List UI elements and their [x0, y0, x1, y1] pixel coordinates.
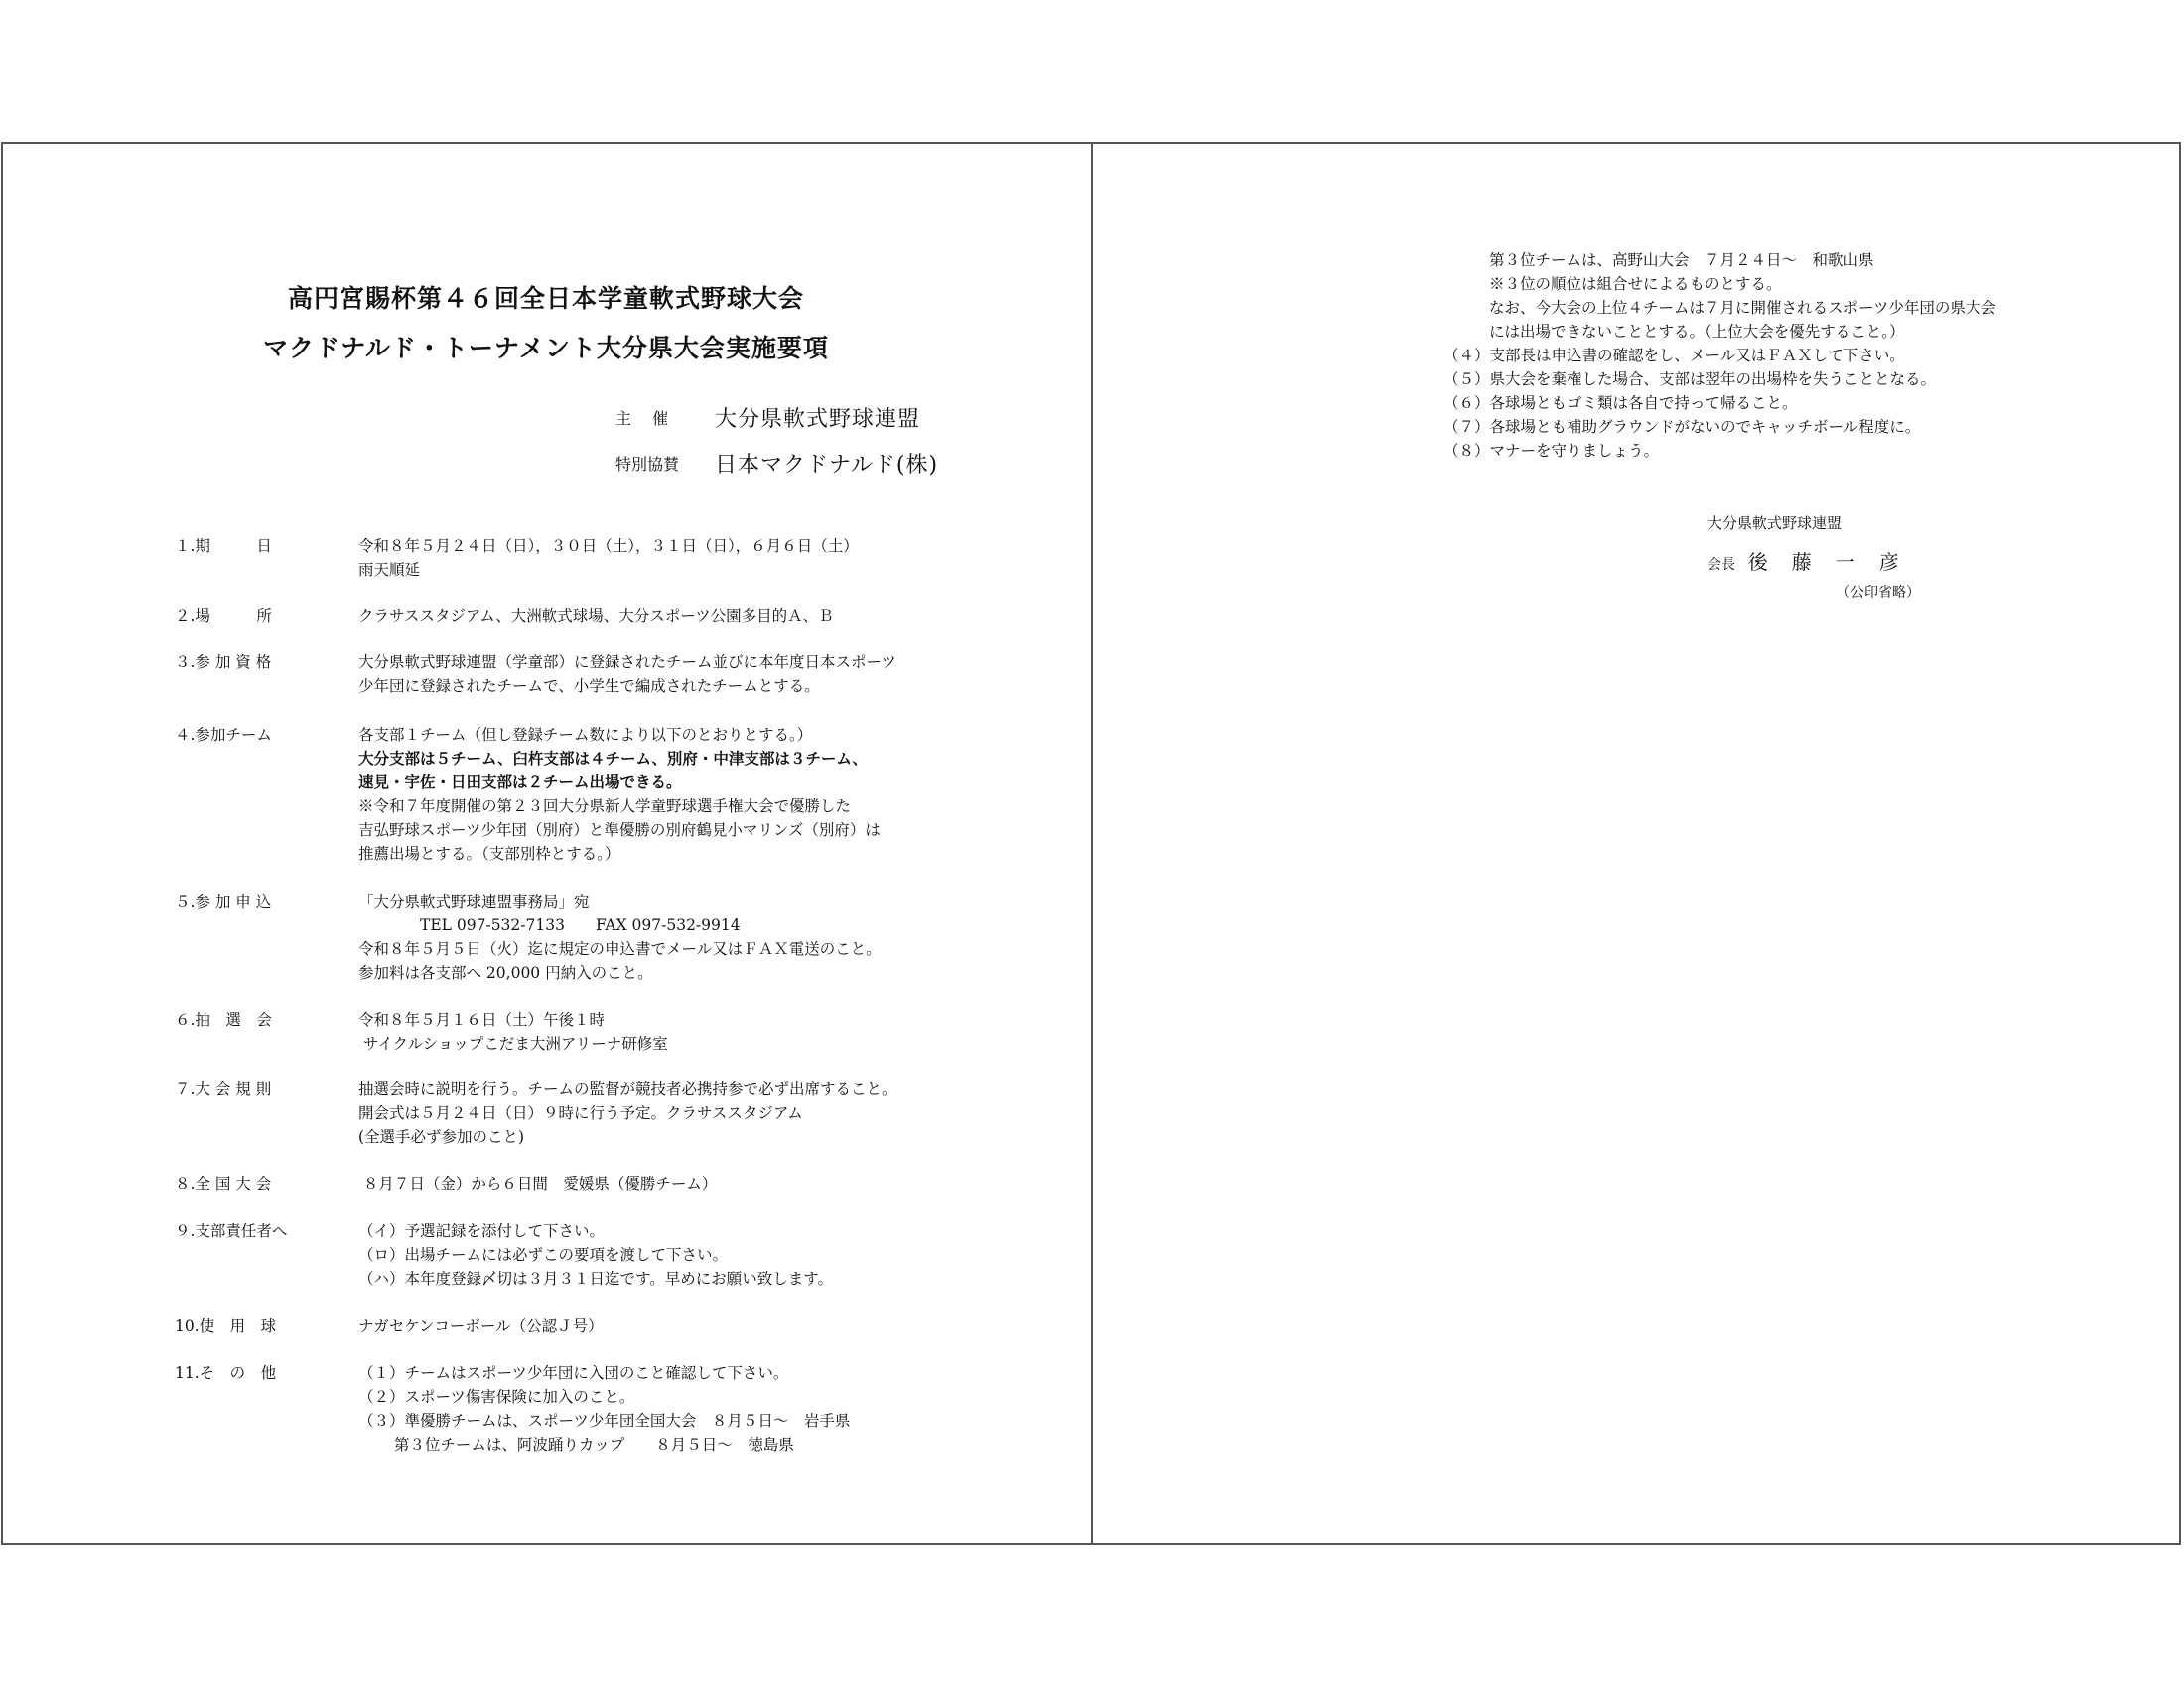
list-item: （６）各球場ともゴミ類は各自で持って帰ること。 — [1443, 394, 1798, 412]
right-page — [1092, 142, 2184, 1545]
item-line: 令和８年５月２４日（日），３０日（土），３１日（日），６月６日（土） — [358, 537, 859, 555]
item-line: クラサススタジアム、大洲軟式球場、大分スポーツ公園多目的Ａ、Ｂ — [358, 607, 834, 625]
item-line: （イ）予選記録を添付して下さい。 — [358, 1222, 606, 1240]
left-page — [0, 142, 1092, 1545]
item-body — [358, 723, 1033, 866]
item-body — [358, 1008, 1033, 1055]
signature-title: 会長 — [1707, 557, 1735, 573]
item-line: 第３位チームは、阿波踊りカップ ８月５日～ 徳島県 — [358, 1436, 794, 1454]
item-line: (全選手必ず参加のこと) — [358, 1128, 525, 1146]
item-line: ※令和７年度開催の第２３回大分県新人学童野球選手権大会で優勝した — [358, 797, 852, 815]
organizer-row — [615, 402, 920, 433]
note-line: には出場できないこととする。（上位大会を優先すること。） — [1489, 323, 1905, 341]
item-body — [358, 1314, 1033, 1337]
item-body — [358, 650, 1033, 698]
item-label: ８.全 国 大 会 — [175, 1175, 272, 1193]
sponsor-row — [615, 448, 938, 479]
note-line: ※３位の順位は組合せによるものとする。 — [1489, 275, 1782, 293]
item-body — [358, 890, 1033, 985]
item-body — [358, 1172, 1033, 1196]
list-item: （８）マナーを守りましょう。 — [1443, 442, 1660, 460]
continued-notes — [1489, 248, 2144, 344]
item-body — [358, 1219, 1033, 1291]
item-label: ７.大 会 規 則 — [175, 1080, 272, 1098]
item-line: 抽選会時に説明を行う。チームの監督が競技者必携持参で必ず出席すること。 — [358, 1080, 897, 1098]
item-line: 推薦出場とする。（支部別枠とする。） — [358, 845, 620, 863]
item-body — [358, 1361, 1033, 1457]
item-line: 令和８年５月１６日（土）午後１時 — [358, 1011, 606, 1029]
item-label: ２.場 所 — [175, 607, 272, 625]
note-line: なお、今大会の上位４チームは７月に開催されるスポーツ少年団の県大会 — [1489, 299, 1996, 317]
item-line: （ロ）出場チームには必ずこの要項を渡して下さい。 — [358, 1246, 729, 1264]
item-line: 参加料は各支部へ 20,000 円納入のこと。 — [358, 964, 653, 982]
item-label: ３.参 加 資 格 — [175, 653, 272, 671]
item-line: 開会式は５月２４日（日）９時に行う予定。クラサススタジアム — [358, 1104, 803, 1122]
note-line: 第３位チームは、高野山大会 ７月２４日～ 和歌山県 — [1489, 251, 1874, 269]
item-label: ６.抽 選 会 — [175, 1011, 272, 1029]
item-line: 少年団に登録されたチームで、小学生で編成されたチームとする。 — [358, 677, 820, 695]
item-line-emphasis: 速見・宇佐・日田支部は２チーム出場できる。 — [358, 773, 682, 791]
item-line: （１）チームはスポーツ少年団に入団のこと確認して下さい。 — [358, 1364, 789, 1382]
item-line-emphasis: 大分支部は５チーム、臼杵支部は４チーム、別府・中津支部は３チーム、 — [358, 749, 868, 768]
item-line: （ハ）本年度登録〆切は３月３１日迄です。早めにお願い致します。 — [358, 1270, 834, 1288]
document-title-line2: マクドナルド・トーナメント大分県大会実施要項 — [263, 334, 829, 362]
item-line: 各支部１チーム（但し登録チーム数により以下のとおりとする。） — [358, 726, 813, 744]
list-item: （５）県大会を棄権した場合、支部は翌年の出場枠を失うこととなる。 — [1443, 370, 1937, 388]
list-item: （７）各球場とも補助グラウンドがないのでキャッチボール程度に。 — [1443, 418, 1921, 436]
item-line: サイクルショップこだま大洲アリーナ研修室 — [358, 1035, 668, 1053]
document-title-line1: 高円宮賜杯第４６回全日本学童軟式野球大会 — [287, 284, 804, 313]
item-body — [358, 534, 1033, 582]
signature-block — [1707, 546, 1901, 575]
item-label: 10.使 用 球 — [175, 1317, 277, 1335]
item-line: 「大分県軟式野球連盟事務局」宛 — [358, 893, 590, 911]
seal-omitted-note: （公印省略） — [1837, 585, 1920, 601]
sponsor-role: 特別協賛 — [615, 455, 680, 474]
item-line: 吉弘野球スポーツ少年団（別府）と準優勝の別府鶴見小マリンズ（別府）は — [358, 821, 881, 839]
signature-org: 大分県軟式野球連盟 — [1707, 514, 1843, 532]
item-line: ナガセケンコーボール（公認Ｊ号） — [358, 1317, 604, 1335]
list-item: （４）支部長は申込書の確認をし、メール又はＦＡＸして下さい。 — [1443, 347, 1905, 364]
other-items-list — [1443, 344, 2138, 463]
item-body — [358, 1077, 1033, 1149]
item-label: ４.参加チーム — [175, 726, 272, 744]
item-label: ９.支部責任者へ — [175, 1222, 288, 1240]
item-line: （３）準優勝チームは、スポーツ少年団全国大会 ８月５日～ 岩手県 — [358, 1412, 851, 1430]
item-line: 令和８年５月５日（火）迄に規定の申込書でメール又はＦＡＸ電送のこと。 — [358, 940, 882, 958]
item-line: （２）スポーツ傷害保険に加入のこと。 — [358, 1388, 635, 1406]
sponsor-name: 日本マクドナルド(株) — [715, 453, 939, 478]
organizer-name: 大分県軟式野球連盟 — [715, 407, 921, 432]
item-line: TEL 097-532-7133 FAX 097-532-9914 — [358, 916, 741, 934]
signature-name: 後 藤 一 彦 — [1747, 550, 1901, 574]
item-line: 大分県軟式野球連盟（学童部）に登録されたチーム並びに本年度日本スポーツ — [358, 653, 896, 671]
item-line: ８月７日（金）から６日間 愛媛県（優勝チーム） — [358, 1175, 718, 1193]
item-body — [358, 604, 1033, 628]
item-label: 11.そ の 他 — [175, 1364, 277, 1382]
item-line: 雨天順延 — [358, 561, 421, 579]
item-label: ５.参 加 申 込 — [175, 893, 272, 911]
item-label: １.期 日 — [175, 537, 272, 555]
organizer-role: 主 催 — [615, 409, 677, 428]
